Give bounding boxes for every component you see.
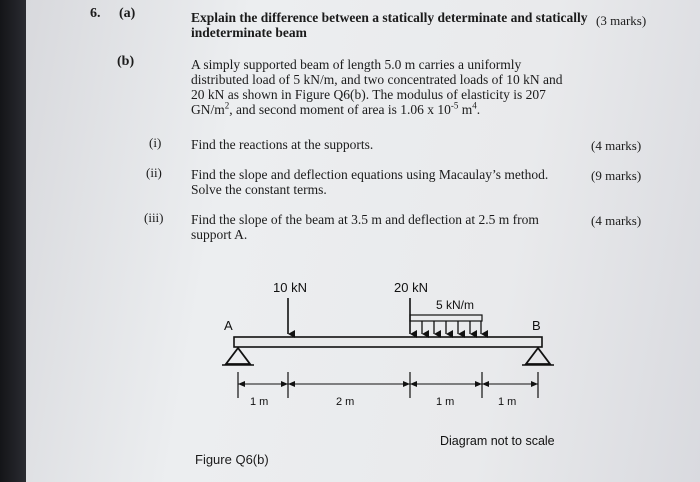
- dimension-label-2: 2 m: [336, 396, 355, 408]
- part-b-line4-end: .: [476, 102, 481, 117]
- subpart-iii-line2: support A.: [191, 227, 248, 242]
- part-b-line2: distributed load of 5 kN/m, and two concentrated loads of 10 kN and: [191, 72, 563, 87]
- support-b-pin: [522, 348, 554, 365]
- subpart-iii-line1: Find the slope of the beam at 3.5 m and deflection at 2.5 m from: [191, 212, 539, 227]
- part-b-line4-mid: , and second moment of area is 1.06 x 10: [229, 102, 451, 117]
- support-a-pin: [222, 348, 254, 365]
- part-b-line4-post: m: [458, 102, 473, 117]
- point-load-20kn-label: 20 kN: [394, 280, 428, 295]
- part-b-line3: 20 kN as shown in Figure Q6(b). The modulus of elasticity is 207: [191, 87, 546, 102]
- subpart-ii-label: (ii): [146, 165, 162, 180]
- dimension-label-3: 1 m: [436, 396, 455, 408]
- subpart-i-label: (i): [149, 135, 162, 150]
- beam: [234, 337, 542, 347]
- part-b-label: (b): [117, 54, 135, 69]
- point-load-10kn-label: 10 kN: [273, 280, 307, 295]
- subpart-ii-line1: Find the slope and deflection equations using Macaulay’s method.: [191, 167, 549, 182]
- part-a-line2: indeterminate beam: [191, 25, 307, 40]
- part-a-line1: Explain the difference between a statically determinate and statically: [191, 10, 588, 25]
- beam-diagram: [26, 0, 700, 482]
- part-a-label: (a): [119, 6, 136, 21]
- udl-load: [410, 315, 482, 334]
- subpart-ii-marks: (9 marks): [591, 168, 642, 183]
- figure-caption: Figure Q6(b): [195, 452, 269, 467]
- part-b-line1: A simply supported beam of length 5.0 m carries a uniformly: [191, 57, 522, 72]
- support-a-label: A: [224, 318, 233, 333]
- support-b-label: B: [532, 318, 541, 333]
- exponent-2: 2: [224, 100, 230, 111]
- part-a-marks: (3 marks): [596, 13, 647, 28]
- subpart-i-text: Find the reactions at the supports.: [191, 137, 374, 152]
- monitor-bezel: [0, 0, 26, 482]
- dimension-label-4: 1 m: [498, 396, 517, 408]
- part-b-line4-pre: GN/m: [191, 102, 225, 117]
- exam-page: [26, 0, 700, 482]
- exponent-minus-5: -5: [450, 100, 459, 111]
- question-number: 6.: [90, 6, 101, 21]
- subpart-ii-line2: Solve the constant terms.: [191, 182, 327, 197]
- dimension-line: [238, 372, 538, 398]
- subpart-iii-label: (iii): [144, 210, 164, 225]
- exponent-4: 4: [472, 100, 477, 111]
- udl-label: 5 kN/m: [436, 298, 475, 312]
- scale-note: Diagram not to scale: [440, 434, 555, 448]
- subpart-iii-marks: (4 marks): [591, 213, 642, 228]
- subpart-i-marks: (4 marks): [591, 138, 642, 153]
- dimension-label-1: 1 m: [250, 396, 269, 408]
